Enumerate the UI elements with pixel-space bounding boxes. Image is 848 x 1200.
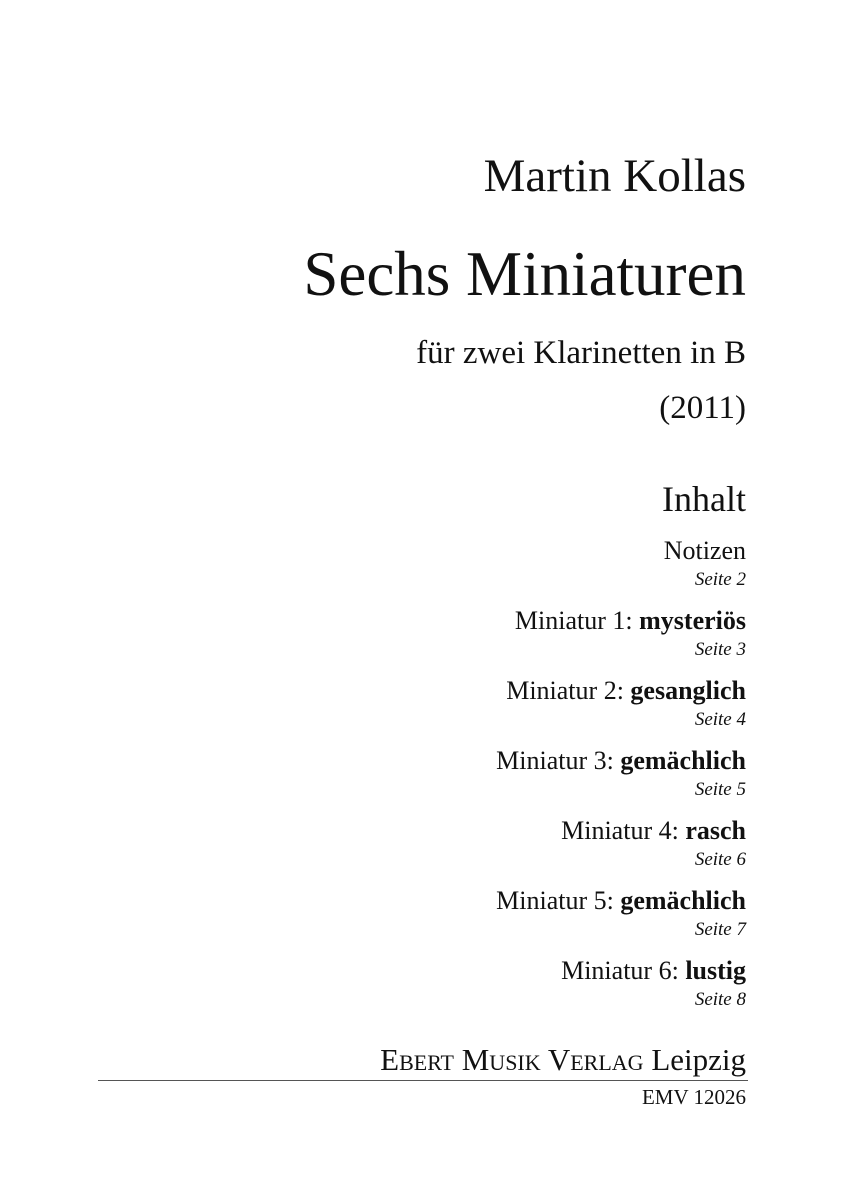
toc-entry-miniatur-4 xyxy=(496,814,746,872)
toc-entry-page: Seite 8 xyxy=(694,989,746,1010)
toc-entry-notes xyxy=(496,534,746,592)
toc-entry-miniatur-3 xyxy=(496,744,746,802)
toc-heading: Inhalt xyxy=(662,479,746,519)
toc-entry-miniatur-5 xyxy=(496,884,746,942)
composition-year: (2011) xyxy=(659,390,746,426)
toc-entry-title: Miniatur 2: gesanglich xyxy=(506,676,746,705)
publisher-line xyxy=(380,1040,746,1080)
toc-entry-page: Seite 7 xyxy=(694,919,746,940)
toc-entry-page: Seite 6 xyxy=(694,849,746,870)
toc-entry-miniatur-2 xyxy=(496,674,746,732)
publisher-city: Leipzig xyxy=(651,1042,746,1077)
work-title: Sechs Miniaturen xyxy=(303,239,746,309)
toc-entry-title: Miniatur 3: gemächlich xyxy=(496,746,746,775)
toc-entry-title: Miniatur 6: lustig xyxy=(561,956,746,985)
toc-entry-title: Miniatur 1: mysteriös xyxy=(514,606,746,635)
toc-entry-title: Miniatur 5: gemächlich xyxy=(496,886,746,915)
toc-entry-page: Seite 5 xyxy=(694,779,746,800)
toc-entry-miniatur-1 xyxy=(496,604,746,662)
toc-entry-page: Seite 4 xyxy=(694,709,746,730)
toc-entry-page: Seite 2 xyxy=(694,569,746,590)
composer-name: Martin Kollas xyxy=(483,150,746,202)
publisher-divider xyxy=(98,1080,748,1081)
toc-entry-miniatur-6 xyxy=(496,954,746,1012)
table-of-contents xyxy=(496,534,746,1024)
publisher-name: Ebert Musik Verlag xyxy=(380,1042,644,1077)
toc-entry-page: Seite 3 xyxy=(694,639,746,660)
instrumentation: für zwei Klarinetten in B xyxy=(416,335,746,371)
catalog-number: EMV 12026 xyxy=(641,1085,746,1109)
toc-entry-title: Notizen xyxy=(663,536,746,565)
toc-entry-title: Miniatur 4: rasch xyxy=(561,816,746,845)
